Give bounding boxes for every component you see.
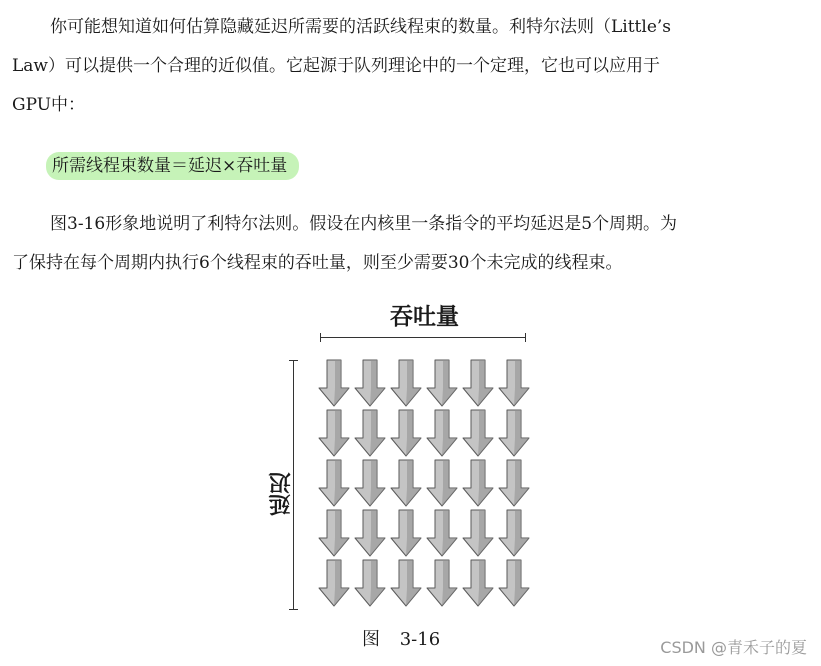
down-arrow-icon <box>388 358 424 408</box>
figure-3-16 <box>262 300 538 614</box>
down-arrow-icon <box>424 558 460 608</box>
paragraph-intro-line2-text: Law）可以提供一个合理的近似值。它起源于队列理论中的一个定理，它也可以应用于 <box>12 56 660 76</box>
paragraph-explain-line2-text: 了保持在每个周期内执行6个线程束的吞吐量，则至少需要30个未完成的线程束。 <box>12 253 623 273</box>
warp-arrow-grid <box>316 358 532 610</box>
down-arrow-icon <box>424 358 460 408</box>
paragraph-explain-line1-text: 图3-16形象地说明了利特尔法则。假设在内核里一条指令的平均延迟是5个周期。为 <box>50 214 678 234</box>
figure-title-throughput: 吞吐量 <box>390 303 459 330</box>
down-arrow-icon <box>352 358 388 408</box>
down-arrow-icon <box>316 508 352 558</box>
down-arrow-icon <box>496 508 532 558</box>
down-arrow-icon <box>424 458 460 508</box>
paragraph-intro-line1 <box>12 8 812 47</box>
paragraph-explain-line1 <box>12 205 812 244</box>
down-arrow-icon <box>352 508 388 558</box>
formula-block <box>46 152 299 180</box>
down-arrow-icon <box>460 358 496 408</box>
down-arrow-icon <box>424 508 460 558</box>
down-arrow-icon <box>460 408 496 458</box>
figure-label-latency: 延迟 <box>268 472 294 516</box>
down-arrow-icon <box>316 358 352 408</box>
down-arrow-icon <box>388 558 424 608</box>
down-arrow-icon <box>388 508 424 558</box>
down-arrow-icon <box>316 558 352 608</box>
formula-highlight: 所需线程束数量＝延迟×吞吐量 <box>46 152 299 180</box>
csdn-watermark: CSDN @青禾子的夏 <box>660 638 807 657</box>
down-arrow-icon <box>352 458 388 508</box>
down-arrow-icon <box>496 458 532 508</box>
paragraph-intro-line3-text: GPU中： <box>12 95 86 115</box>
paragraph-intro-line2 <box>12 47 812 86</box>
paragraph-intro-line1-text: 你可能想知道如何估算隐藏延迟所需要的活跃线程束的数量。利特尔法则（Little’s <box>50 17 672 37</box>
down-arrow-icon <box>316 408 352 458</box>
down-arrow-icon <box>496 558 532 608</box>
down-arrow-icon <box>496 358 532 408</box>
down-arrow-icon <box>496 408 532 458</box>
down-arrow-icon <box>388 408 424 458</box>
down-arrow-icon <box>424 408 460 458</box>
down-arrow-icon <box>460 508 496 558</box>
figure-caption: 图 3-16 <box>362 629 441 650</box>
paragraph-intro-line3 <box>12 86 812 125</box>
down-arrow-icon <box>316 458 352 508</box>
down-arrow-icon <box>460 558 496 608</box>
down-arrow-icon <box>460 458 496 508</box>
down-arrow-icon <box>352 558 388 608</box>
down-arrow-icon <box>388 458 424 508</box>
throughput-dimension-line <box>320 336 526 340</box>
paragraph-explain-line2 <box>12 244 812 283</box>
down-arrow-icon <box>352 408 388 458</box>
